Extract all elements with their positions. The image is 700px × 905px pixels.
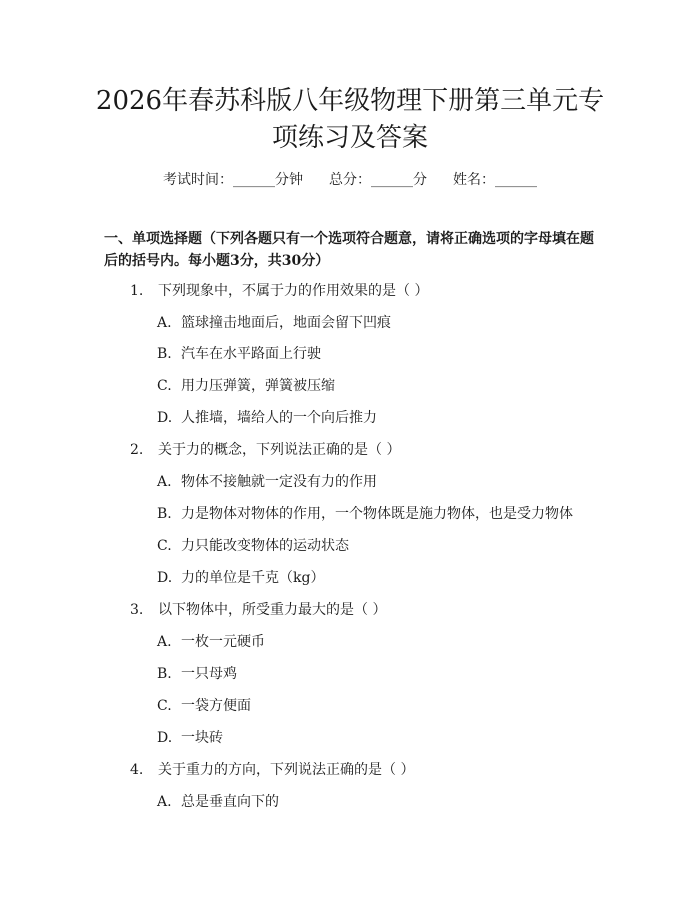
question-text: 以下物体中，所受重力最大的是（ ） [158,602,387,618]
option-letter: B. [157,346,172,362]
page-title-line-2: 项练习及答案 [271,123,428,153]
option-2c [157,536,349,556]
option-3c [157,696,251,716]
option-text: 力是物体对物体的作用，一个物体既是施力物体，也是受力物体 [181,506,573,522]
section-heading-line-1: 一、单项选择题（下列各题只有一个选项符合题意，请将正确选项的字母填在题 [104,231,594,247]
option-text: 汽车在水平路面上行驶 [181,346,321,362]
option-1d [157,408,377,428]
option-text: 力的单位是千克（kg） [181,570,325,586]
question-1 [130,281,428,301]
option-letter: A. [157,634,172,650]
question-text: 关于重力的方向，下列说法正确的是（ ） [158,762,415,778]
option-4a [157,792,279,812]
question-text: 下列现象中，不属于力的作用效果的是（ ） [158,283,429,299]
exam-meta-row [0,170,700,190]
option-letter: A. [157,474,172,490]
total-score-field: 总分：______分 [329,172,427,188]
option-3d [157,728,223,748]
exam-time-field: 考试时间：______分钟 [163,172,303,188]
option-letter: C. [157,378,172,394]
option-letter: D. [157,730,173,746]
option-letter: A. [157,794,172,810]
option-text: 一袋方便面 [181,698,251,714]
question-number: 3. [130,602,144,618]
option-text: 一块砖 [181,730,223,746]
option-2a [157,472,377,492]
student-name-field: 姓名：______ [453,172,537,188]
option-text: 一只母鸡 [181,666,237,682]
option-text: 用力压弹簧，弹簧被压缩 [181,378,335,394]
option-letter: B. [157,506,172,522]
option-text: 总是垂直向下的 [181,794,279,810]
option-text: 物体不接触就一定没有力的作用 [181,474,377,490]
question-2 [130,440,400,460]
option-letter: A. [157,315,172,331]
option-3a [157,632,265,652]
question-4 [130,760,414,780]
option-letter: C. [157,698,172,714]
question-number: 4. [130,762,144,778]
option-text: 一枚一元硬币 [181,634,265,650]
question-number: 1. [130,283,144,299]
option-letter: D. [157,410,173,426]
option-1c [157,376,335,396]
option-text: 力只能改变物体的运动状态 [181,538,349,554]
option-2b [157,504,573,524]
option-letter: D. [157,570,173,586]
question-3 [130,600,386,620]
option-3b [157,664,237,684]
option-2d [157,568,324,588]
page-title-line-1: 2026年春苏科版八年级物理下册第三单元专 [95,86,605,116]
option-1a [157,313,391,333]
option-letter: B. [157,666,172,682]
option-1b [157,344,321,364]
question-number: 2. [130,442,144,458]
option-letter: C. [157,538,172,554]
section-heading-line-2: 后的括号内。每小题3分，共30分） [104,253,330,269]
option-text: 人推墙，墙给人的一个向后推力 [181,410,377,426]
question-text: 关于力的概念，下列说法正确的是（ ） [158,442,401,458]
option-text: 篮球撞击地面后，地面会留下凹痕 [181,315,391,331]
